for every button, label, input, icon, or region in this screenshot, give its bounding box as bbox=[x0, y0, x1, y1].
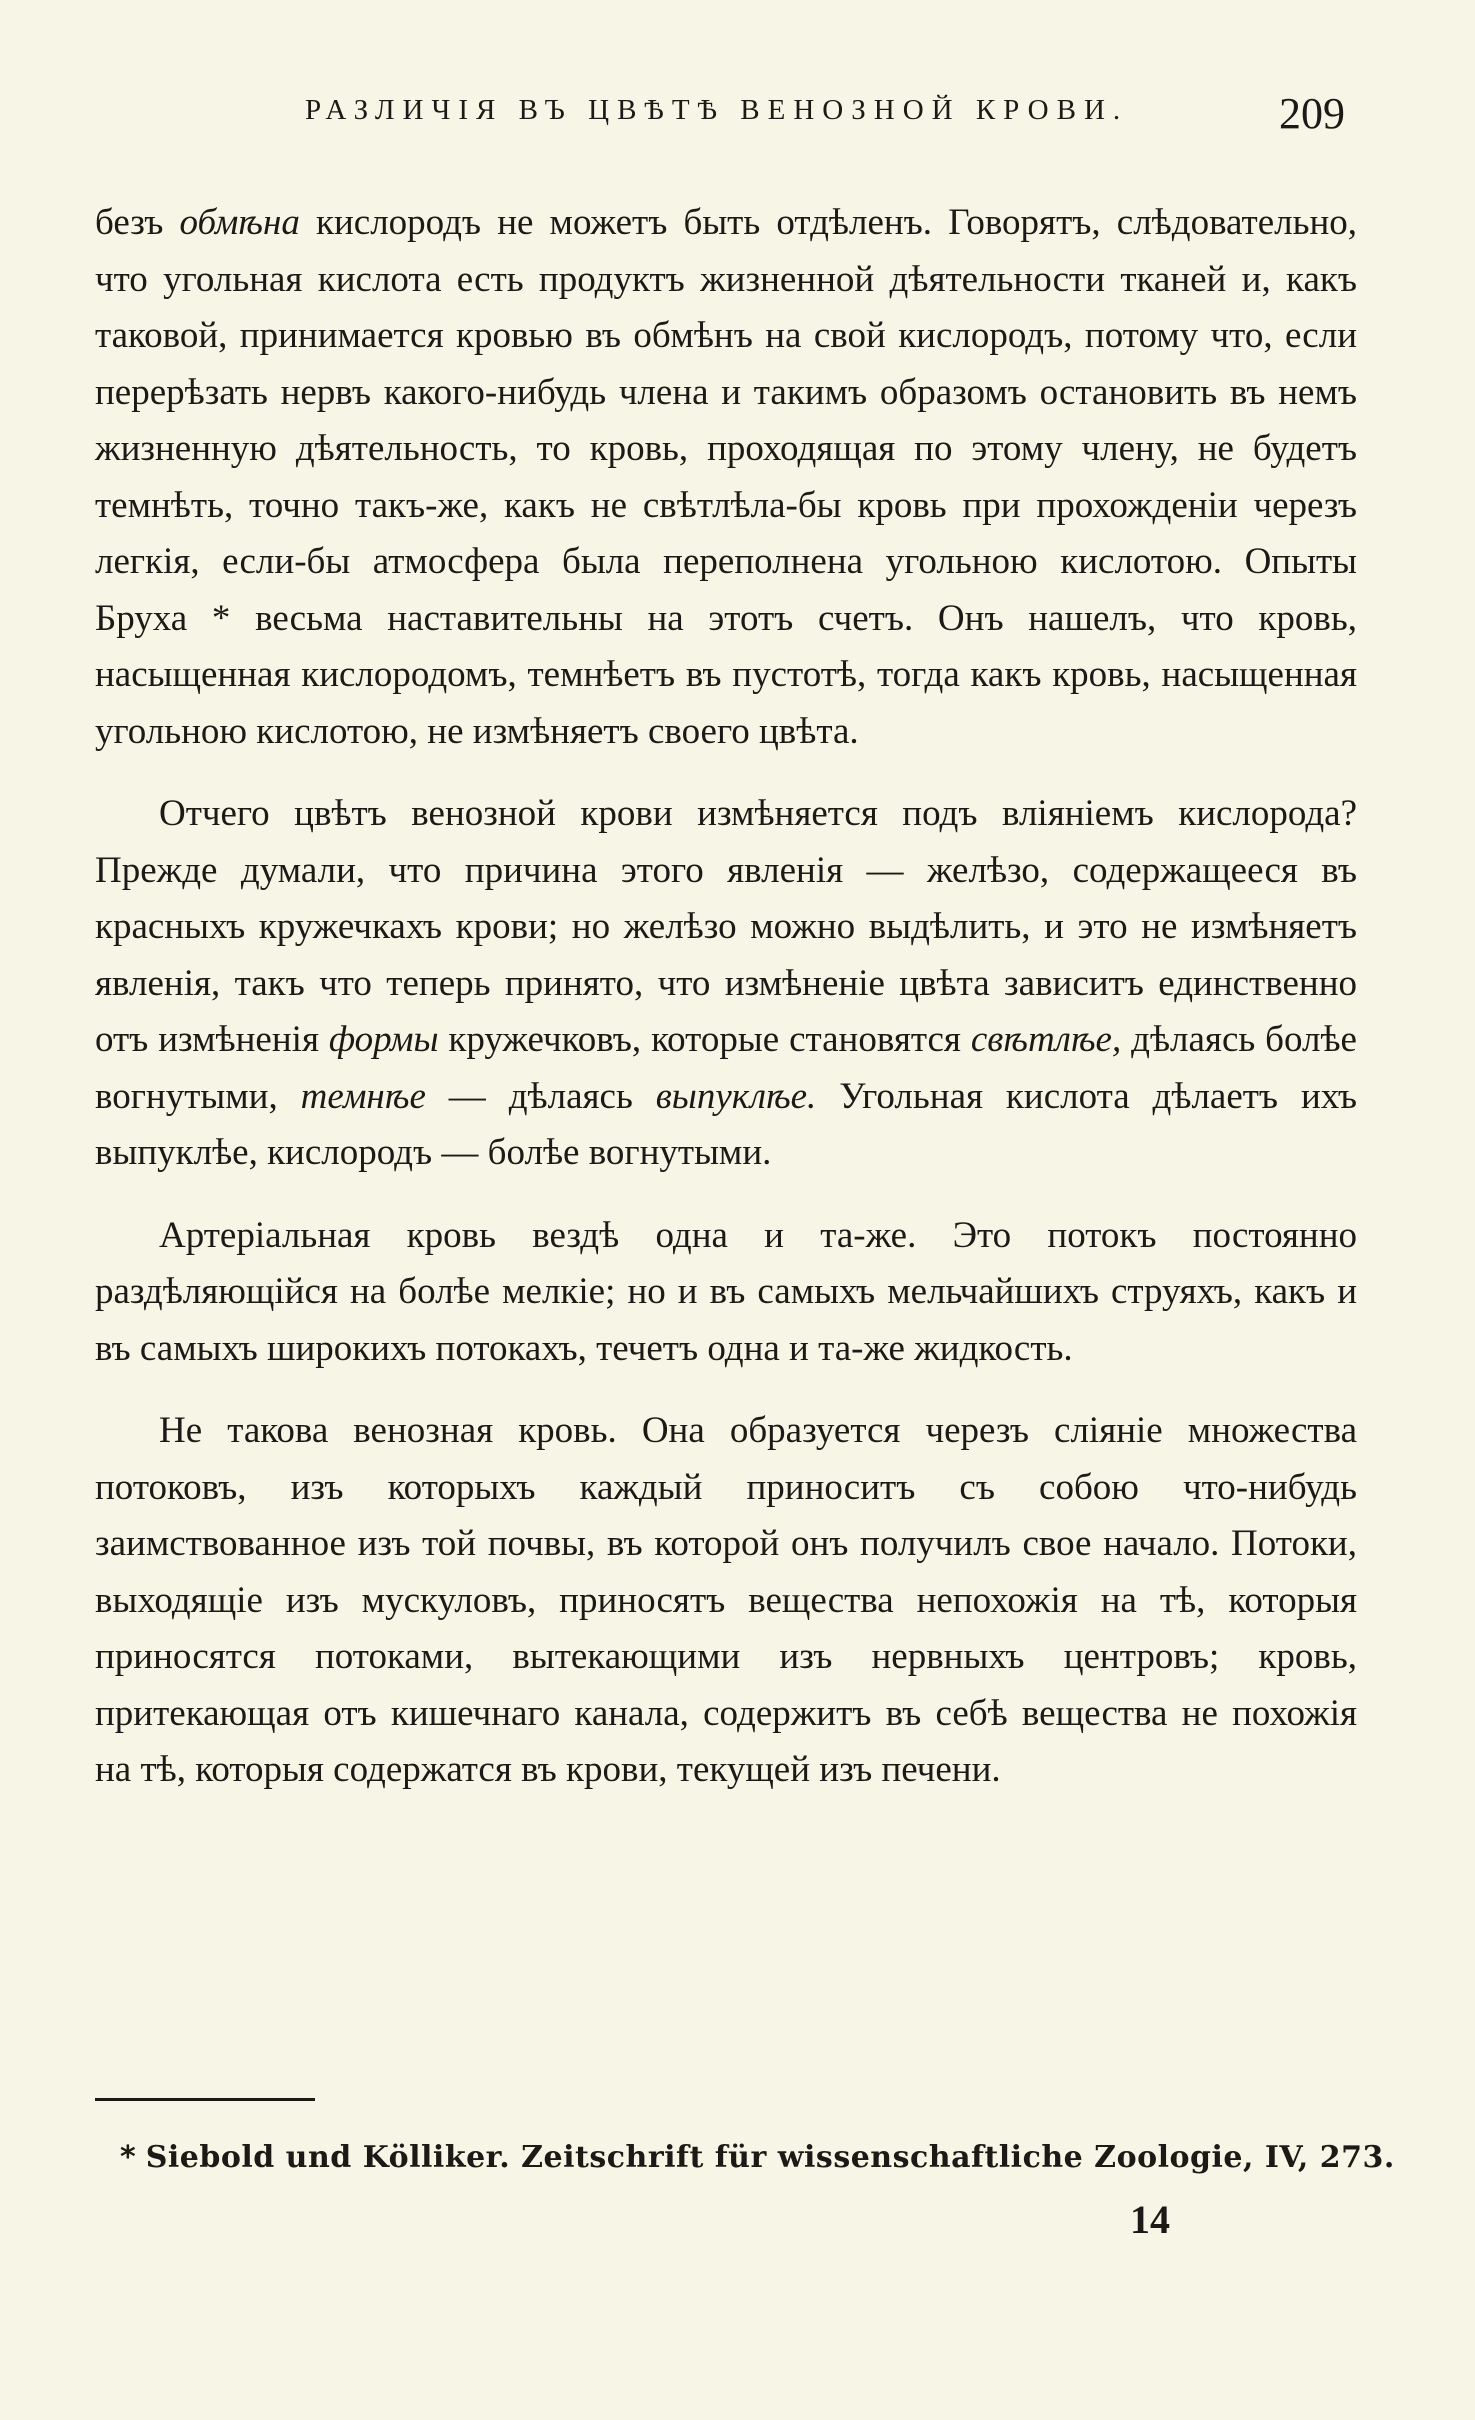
page-number: 209 bbox=[1279, 89, 1345, 138]
footnote-rule bbox=[95, 2098, 315, 2101]
running-head: РАЗЛИЧІЯ ВЪ ЦВѢТѢ ВЕНОЗНОЙ КРОВИ. bbox=[305, 94, 1129, 126]
footnote-text: Siebold und Kölliker. Zeitschrift für wissenschaftliche Zoologie, IV, 273. bbox=[145, 2140, 1395, 2175]
paragraph-2-emphasis-convex: выпуклѣе. bbox=[655, 1075, 817, 1117]
paragraph-2-part-7: — дѣлаясь bbox=[425, 1075, 656, 1117]
footnote-marker: * bbox=[120, 2140, 136, 2175]
page-header bbox=[95, 88, 1357, 144]
paragraph-1-part-3: кислородъ не можетъ быть отдѣленъ. Говорятъ, слѣдовательно, что угольная кислота есть продуктъ жизненной дѣятельности тканей и, какъ таковой, принимается кровью въ обмѣнъ на свой кислородъ, потому что, если перерѣзать нервъ какого-нибудь члена и такимъ образомъ остановить въ немъ жизненную дѣятельность, то кровь, проходящая по этому члену, не будетъ темнѣть, точно такъ-же, какъ не свѣтлѣла-бы кровь при прохожденіи черезъ легкія, если-бы атмосфера была переполнена угольною кислотою. Опыты Бруха * весьма наставительны на этотъ счетъ. Онъ нашелъ, что кровь, насыщенная кислородомъ, темнѣетъ въ пустотѣ, тогда какъ кровь, насыщенная угольною кислотою, не измѣняетъ своего цвѣта. bbox=[95, 202, 1358, 752]
text-body bbox=[95, 195, 1357, 1825]
paragraph-2-part-1: Отчего цвѣтъ венозной крови измѣняется подъ вліяніемъ кислорода? Прежде думали, что причина этого явленія — желѣзо, содержащееся въ красныхъ кружечкахъ крови; но желѣзо можно выдѣлить, и это не измѣняетъ явленія, такъ что теперь принято, что измѣненіе цвѣта зависитъ единственно отъ измѣненія bbox=[95, 793, 1357, 1060]
paragraph-2-emphasis-lighter: свѣтлѣе, bbox=[970, 1019, 1122, 1060]
paragraph-1 bbox=[95, 195, 1357, 760]
paragraph-1-emphasis: обмѣна bbox=[179, 202, 300, 243]
paragraph-2-part-3: кружечковъ, которые становятся bbox=[438, 1019, 971, 1060]
paragraph-2-emphasis-darker: темнѣе bbox=[300, 1075, 426, 1117]
paragraph-2-part-9: Угольная кислота дѣлаетъ ихъ выпуклѣе, кислородъ — болѣе вогнутыми. bbox=[95, 1075, 1357, 1173]
paragraph-1-part-1: безъ bbox=[95, 202, 180, 243]
paragraph-2-part-5: дѣлаясь болѣе вогнутыми, bbox=[95, 1019, 1357, 1117]
paragraph-4: Не такова венозная кровь. Она образуется черезъ сліяніе множества потоковъ, изъ которыхъ каждый приноситъ съ собою что-нибудь заимствованное изъ той почвы, въ которой онъ получилъ свое начало. Потоки, выходящіе изъ мускуловъ, приносятъ вещества непохожія на тѣ, которыя приносятся потоками, вытекающими изъ нервныхъ центровъ; кровь, притекающая отъ кишечнаго канала, содержитъ въ себѣ вещества не похожія на тѣ, которыя содержатся въ крови, текущей изъ печени. bbox=[95, 1410, 1357, 1790]
signature-mark: 14 bbox=[1130, 2197, 1170, 2242]
footnote bbox=[120, 2138, 1395, 2178]
paragraph-3: Артеріальная кровь вездѣ одна и та-же. Это потокъ постоянно раздѣляющійся на болѣе мелкіе; но и въ самыхъ мельчайшихъ струяхъ, какъ и въ самыхъ широкихъ потокахъ, течетъ одна и та-же жидкость. bbox=[95, 1214, 1357, 1369]
paragraph-2 bbox=[95, 786, 1357, 1182]
paragraph-2-emphasis-form: формы bbox=[328, 1019, 439, 1060]
